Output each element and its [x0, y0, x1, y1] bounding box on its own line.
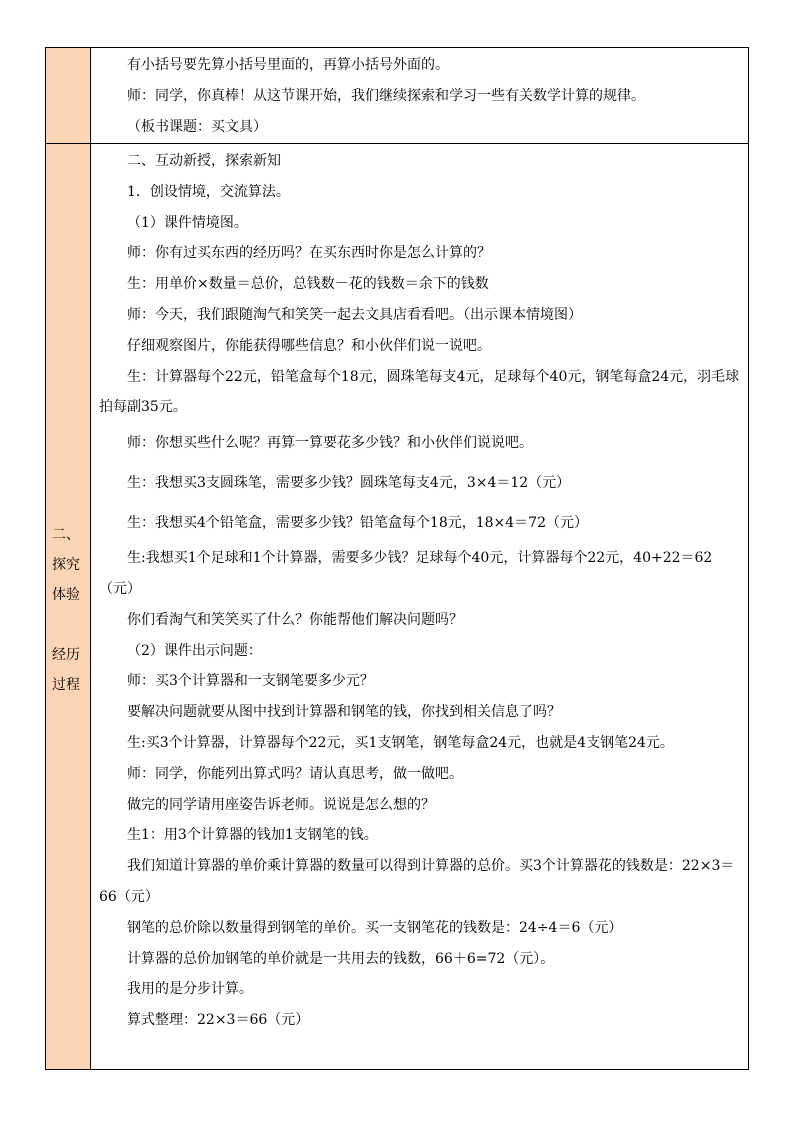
paragraph: 做完的同学请用座姿告诉老师。说说是怎么想的？	[127, 796, 435, 813]
paragraph: 要解决问题就要从图中找到计算器和钢笔的钱，你找到相关信息了吗？	[127, 704, 561, 721]
section-label-text: 二、	[52, 527, 80, 543]
section-label-cell	[46, 144, 91, 1069]
paragraph: 我们知道计算器的单价乘计算器的数量可以得到计算器的总价。买3个计算器花的钱数是：22×3＝66（元）	[99, 858, 735, 905]
paragraph: 生：我想买4个铅笔盒，需要多少钱？铅笔盒每个18元，18×4＝72（元）	[127, 515, 588, 532]
paragraph: 生1：用3个计算器的钱加1支钢笔的钱。	[127, 827, 378, 844]
paragraph: 生：计算器每个22元，铅笔盒每个18元，圆珠笔每支4元，足球每个40元，钢笔每盒24元，羽毛球拍每副35元。	[99, 368, 740, 416]
paragraph: 生:我想买1个足球和1个计算器，需要多少钱？足球每个40元，计算器每个22元，40+22＝62（元）	[99, 550, 713, 597]
lesson-table	[45, 47, 749, 1070]
paragraph: 你们看淘气和笑笑买了什么？你能帮他们解决问题吗？	[127, 611, 463, 628]
paragraph: 仔细观察图片，你能获得哪些信息？和小伙伴们说一说吧。	[127, 337, 491, 354]
paragraph: 师：今天，我们跟随淘气和笑笑一起去文具店看看吧。（出示课本情境图）	[127, 306, 582, 323]
content-cell	[91, 48, 748, 143]
section-label-text: 经历	[52, 647, 80, 663]
paragraph: 师：你有过买东西的经历吗？在买东西时你是怎么计算的？	[127, 245, 491, 262]
content-cell	[91, 144, 748, 1069]
section-label-text: 体验	[52, 587, 80, 603]
table-row	[46, 48, 748, 144]
paragraph: （板书课题：买文具）	[127, 118, 267, 135]
paragraph: 生:买3个计算器，计算器每个22元，买1支钢笔，钢笔每盒24元，也就是4支钢笔24元。	[127, 734, 674, 751]
paragraph: 有小括号要先算小括号里面的，再算小括号外面的。	[127, 57, 449, 73]
paragraph: 算式整理：22×3＝66（元）	[127, 1012, 310, 1029]
paragraph: 师：同学，你真棒！从这节课开始，我们继续探索和学习一些有关数学计算的规律。	[127, 87, 645, 104]
section-label	[52, 520, 88, 700]
section-label-text: 探究	[52, 557, 80, 573]
section-heading: 二、互动新授，探索新知	[127, 153, 281, 169]
paragraph: 钢笔的总价除以数量得到钢笔的单价。买一支钢笔花的钱数是：24÷4＝6（元）	[127, 919, 623, 936]
paragraph: （2）课件出示问题：	[127, 642, 262, 659]
paragraph: 师：同学，你能列出算式吗？请认真思考，做一做吧。	[127, 765, 463, 782]
table-row	[46, 144, 748, 1069]
paragraph: 生：我想买3支圆珠笔，需要多少钱？圆珠笔每支4元，3×4＝12（元）	[127, 475, 571, 492]
paragraph: 计算器的总价加钢笔的单价就是一共用去的钱数，66＋6=72（元）。	[127, 950, 555, 967]
paragraph: （1）课件情境图。	[127, 214, 248, 231]
section-label-cell	[46, 48, 91, 143]
paragraph: 我用的是分步计算。	[127, 981, 253, 998]
paragraph: 师：买3个计算器和一支钢笔要多少元？	[127, 673, 374, 690]
section-label-text: 过程	[52, 677, 80, 693]
paragraph: 师：你想买些什么呢？再算一算要花多少钱？和小伙伴们说说吧。	[127, 435, 533, 452]
paragraph: 生：用单价×数量＝总价，总钱数－花的钱数＝余下的钱数	[127, 276, 489, 293]
paragraph: 1．创设情境，交流算法。	[127, 183, 290, 200]
